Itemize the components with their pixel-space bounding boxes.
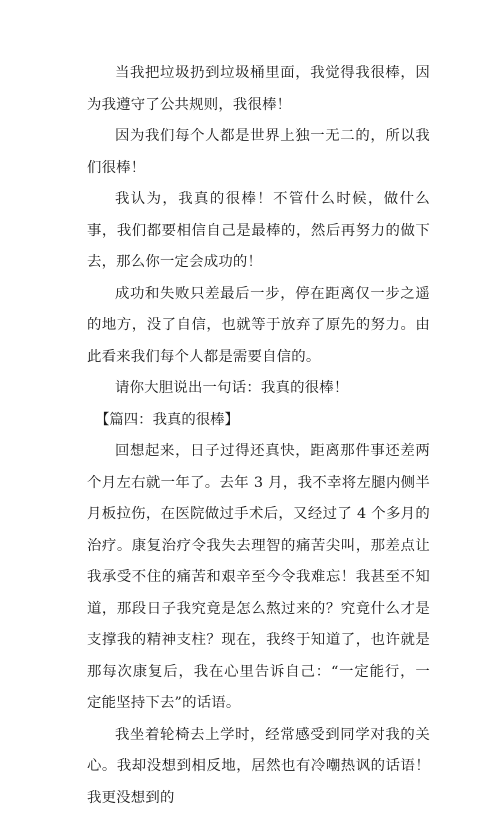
paragraph-2: 因为我们每个人都是世界上独一无二的，所以我们很棒！ xyxy=(87,121,430,184)
section-paragraph-2: 我坐着轮椅去上学时，经常感受到同学对我的关心。我却没想到相反地，居然也有冷嘲热讽的话语！我更没想到的 xyxy=(87,720,430,814)
paragraph-5: 请你大胆说出一句话：我真的很棒！ xyxy=(87,373,430,405)
document-page xyxy=(87,58,430,814)
paragraph-3: 我认为，我真的很棒！不管什么时候，做什么事，我们都要相信自己是最棒的，然后再努力的做下去，那么你一定会成功的！ xyxy=(87,184,430,279)
section-heading: 【篇四：我真的很棒】 xyxy=(87,405,430,437)
paragraph-4: 成功和失败只差最后一步，停在距离仅一步之遥的地方，没了自信，也就等于放弃了原先的努力。由此看来我们每个人都是需要自信的。 xyxy=(87,279,430,374)
section-paragraph-1: 回想起来，日子过得还真快，距离那件事还差两个月左右就一年了。去年 3 月，我不幸将左腿内侧半月板拉伤，在医院做过手术后，又经过了 4 个多月的治疗。康复治疗令我失去理智的痛苦尖叫，那差点让我承受不住的痛苦和艰辛至今令我难忘！我甚至不知道，那段日子我究竟是怎么熬过来的？究竟什么才是支撑我的精神支柱？现在，我终于知道了，也许就是那每次康复后，我在心里告诉自己：“一定能行，一定能坚持下去”的话语。 xyxy=(87,436,430,720)
paragraph-1: 当我把垃圾扔到垃圾桶里面，我觉得我很棒，因为我遵守了公共规则，我很棒！ xyxy=(87,58,430,121)
